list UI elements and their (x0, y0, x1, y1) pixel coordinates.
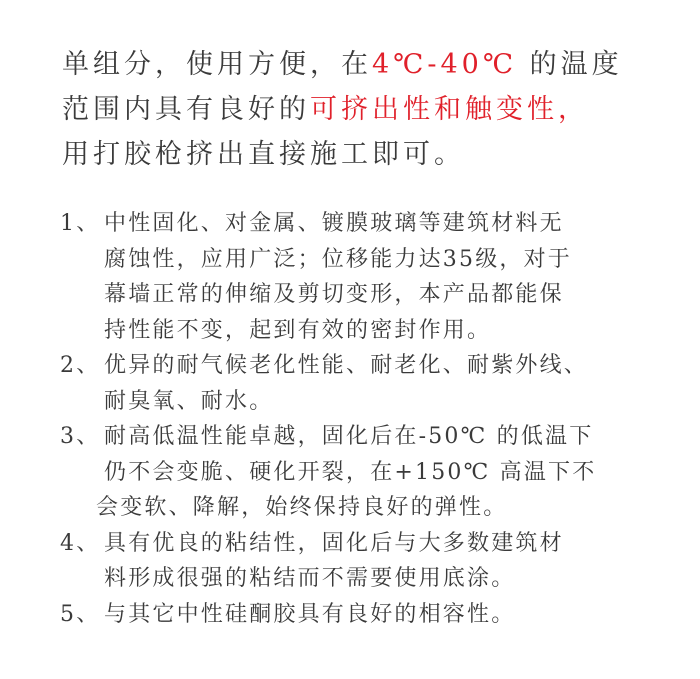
feature-text: 优异的耐气候老化性能、耐老化、耐紫外线、 (104, 353, 589, 378)
feature-text: 中性固化、对金属、镀膜玻璃等建筑材料无 (104, 211, 564, 236)
feature-number: 3、 (60, 424, 101, 449)
feature-text: 与其它中性硅酮胶具有良好的相容性。 (104, 601, 516, 627)
intro-line-3-text: 用打胶枪挤出直接施工即可。 (62, 139, 465, 170)
feature-number: 2、 (60, 353, 101, 378)
intro-line-3 (62, 132, 682, 177)
feature-list (60, 206, 680, 632)
extrudability-highlight: 可挤出性和触变性， (310, 94, 589, 125)
feature-text: 会变软、降解，始终保持良好的弹性。 (96, 495, 508, 520)
feature-text: 耐臭氧、耐水。 (104, 388, 274, 414)
feature-text: 幕墙正常的伸缩及剪切变形，本产品都能保 (104, 282, 564, 307)
feature-number: 5、 (60, 601, 101, 627)
feature-text: 料形成很强的粘结而不需要使用底涂。 (104, 566, 516, 591)
feature-text: 仍不会变脆、硬化开裂，在+150℃ 高温下不 (104, 459, 597, 485)
feature-text: 持性能不变，起到有效的密封作用。 (104, 317, 492, 343)
feature-text: 耐高低温性能卓越，固化后在-50℃ 的低温下 (104, 424, 594, 449)
feature-text: 具有优良的粘结性，固化后与大多数建筑材 (104, 530, 564, 556)
intro-line-2 (62, 87, 682, 132)
intro-line-1 (62, 42, 682, 87)
feature-item-4 (60, 526, 680, 597)
intro-line-1-text-end: 的温度 (517, 49, 623, 80)
feature-item-3 (60, 419, 680, 526)
feature-number: 1、 (60, 211, 101, 236)
intro-line-1-text: 单组分，使用方便，在 (62, 49, 372, 80)
intro-paragraph (62, 42, 682, 177)
feature-item-5 (60, 597, 680, 633)
intro-line-2-text: 范围内具有良好的 (62, 94, 310, 125)
feature-text: 腐蚀性，应用广泛；位移能力达35级，对于 (104, 246, 572, 272)
temperature-range-highlight: 4℃-40℃ (372, 49, 518, 80)
feature-item-1 (60, 206, 680, 348)
feature-item-2 (60, 348, 680, 419)
feature-number: 4、 (60, 530, 101, 556)
